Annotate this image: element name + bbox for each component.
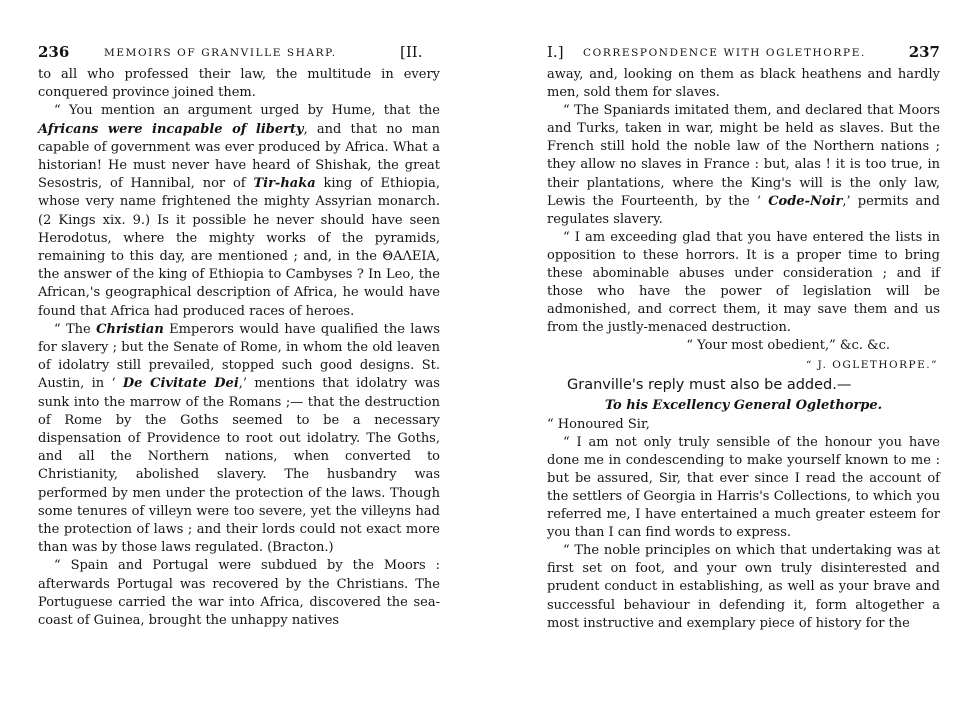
right-page-header <box>547 44 940 60</box>
left-chapter-marker: [II. <box>400 43 423 61</box>
paragraph: away, and, looking on them as black heathens and hardly men, sold them for slaves. <box>547 67 940 101</box>
right-chapter-marker: I.] <box>547 43 564 61</box>
right-page-body <box>547 66 940 633</box>
paragraph: “ The Christian Emperors would have qualified the laws for slavery ; but the Senate of Rome, in whom the old leaven of idolatry still prevailed, stopped such good designs. St. Austin, in ‘ De Civitate Dei,’ mentions that idolatry was sunk into the marrow of the Romans ;— that the destruction of Rome by the Goths seemed to be a necessary dispensation of Providence to root out idolatry. The Goths, and all the Northern nations, when converted to Christianity, abolished slavery. The husbandry was performed by men under the protection of the laws. Though some tenures of villeyn were too severe, yet the villeyns had the protection of laws ; and their lords could not exact more than was by those laws regulated. (Bracton.) <box>38 321 440 556</box>
right-page-number: 237 <box>908 43 940 61</box>
paragraph: “ I am not only truly sensible of the honour you have done me in condescending to make yourself known to me : but be assured, Sir, that ever since I read the account of the settlers of Georgia in Harris's Collections, to which you referred me, I have entertained a much greater esteem for you than I can find words to express. <box>547 434 940 541</box>
left-running-title: MEMOIRS OF GRANVILLE SHARP. <box>104 47 337 59</box>
salutation: “ Honoured Sir, <box>547 416 650 432</box>
paragraph: to all who professed their law, the multitude in every conquered province joined them. <box>38 67 440 101</box>
left-page-body <box>38 66 440 630</box>
left-page-header <box>38 44 440 60</box>
left-page-number: 236 <box>38 43 70 61</box>
reply-intro: Granville's reply must also be added.— <box>567 376 852 393</box>
paragraph: “ You mention an argument urged by Hume, that the Africans were incapable of liberty, and that no man capable of government was ever produced by Africa. What a historian! He must never have heard of Shishak, the great Sesostris, of Hannibal, nor of Tir-haka king of Ethiopia, whose very name frightened the mighty Assyrian monarch. (2 Kings xix. 9.) Is it possible he never should have seen Herodotus, where the mighty works of the pyramids, remaining to this day, are mentioned ; and, in the ΘΑΛΕΙΑ, the answer of the king of Ethiopia to Cambyses ? In Leo, the African,'s geographical description of Africa, he would have found that Africa had produced races of heroes. <box>38 103 440 319</box>
signature: “ J. OGLETHORPE.” <box>805 358 938 371</box>
sign-off: “ Your most obedient,” &c. &c. <box>686 338 890 354</box>
paragraph: “ The Spaniards imitated them, and declared that Moors and Turks, taken in war, might be held as slaves. But the French still hold the noble law of the Northern nations ; they allow no slaves in France : but, alas ! it is too true, in their plantations, where the King's will is the only law, Lewis the Fourteenth, by the ‘ Code-Noir,’ permits and regulates slavery. <box>547 103 940 227</box>
letter-address: To his Excellency General Oglethorpe. <box>604 397 883 413</box>
paragraph: “ The noble principles on which that undertaking was at first set on foot, and your own truly disinterested and prudent conduct in establishing, as well as your brave and successful behaviour in defending it, form altogether a most instructive and exemplary piece of history for the <box>547 543 940 631</box>
paragraph: “ I am exceeding glad that you have entered the lists in opposition to these horrors. It is a proper time to bring these abominable abuses under consideration ; and if those who have the power of legislation will be admonished, and correct them, it may save them and us from the justly-menaced destruction. <box>547 229 940 336</box>
right-running-title: CORRESPONDENCE WITH OGLETHORPE. <box>583 47 866 59</box>
paragraph: “ Spain and Portugal were subdued by the Moors : afterwards Portugal was recovered by the Christians. The Portuguese carried the war into Africa, discovered the sea-coast of Guinea, brought the unhappy natives <box>38 558 440 629</box>
